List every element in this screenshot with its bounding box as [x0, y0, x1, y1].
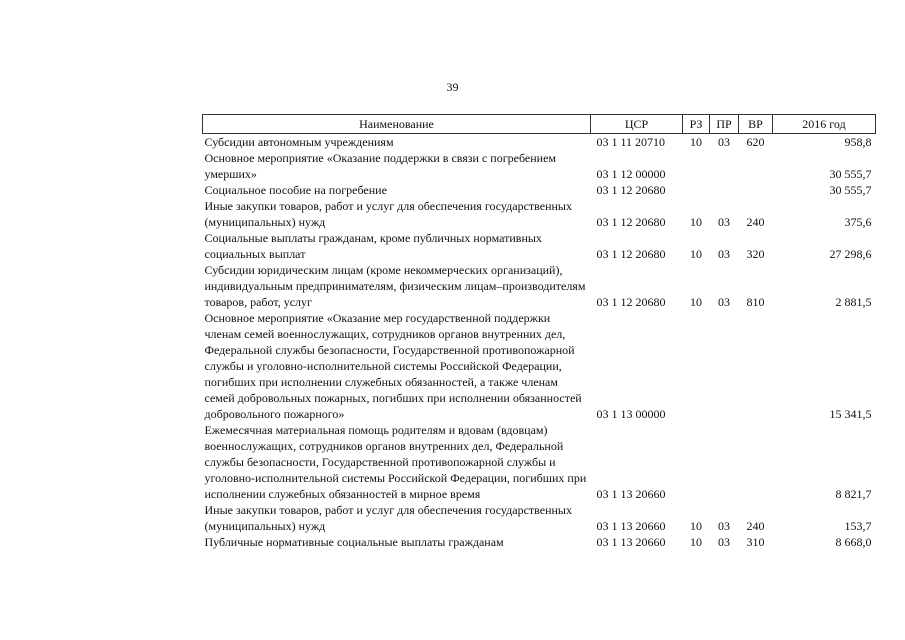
row-amount: 153,7 — [844, 519, 872, 533]
budget-table — [202, 114, 876, 550]
row-vr — [739, 182, 773, 198]
row-amount: 30 555,7 — [829, 183, 872, 197]
row-rz — [683, 150, 710, 182]
row-name: Социальные выплаты гражданам, кроме публичных нормативных социальных выплат — [204, 231, 542, 261]
table-row — [203, 534, 876, 550]
row-vr — [739, 150, 773, 182]
row-rz — [683, 422, 710, 502]
row-rz: 10 — [690, 135, 702, 149]
table-row — [203, 310, 876, 422]
table-row — [203, 422, 876, 502]
table-row — [203, 182, 876, 198]
row-vr: 310 — [746, 535, 765, 549]
row-amount: 15 341,5 — [829, 407, 872, 421]
row-vr: 620 — [746, 135, 765, 149]
row-pr: 03 — [718, 535, 730, 549]
row-pr — [710, 310, 739, 422]
header-year: 2016 год — [773, 115, 876, 134]
row-amount: 2 881,5 — [835, 295, 872, 309]
row-amount: 8 668,0 — [835, 535, 872, 549]
table-header-row — [203, 115, 876, 134]
row-pr — [710, 150, 739, 182]
row-name: Ежемесячная материальная помощь родителям и вдовам (вдовцам) военнослужащих, сотрудников органов внутренних дел, Федеральной службы безопасности, Государственной противопожарной службы и уголовно-исполнительной системы Российской Федерации, погибших при исполнении служебных обязанностей в мирное время — [204, 423, 587, 501]
header-rz: РЗ — [683, 115, 710, 134]
row-csr: 03 1 12 20680 — [596, 295, 666, 309]
row-name: Социальное пособие на погребение — [204, 183, 387, 197]
table-row — [203, 262, 876, 310]
row-pr: 03 — [718, 519, 730, 533]
row-name: Иные закупки товаров, работ и услуг для обеспечения государственных (муниципальных) нужд — [204, 503, 572, 533]
row-name: Субсидии автономным учреждениям — [204, 135, 394, 149]
table-row — [203, 198, 876, 230]
row-pr: 03 — [718, 215, 730, 229]
header-name: Наименование — [203, 115, 591, 134]
row-vr — [739, 310, 773, 422]
row-rz: 10 — [690, 295, 702, 309]
row-csr: 03 1 13 20660 — [596, 519, 666, 533]
row-name: Основное мероприятие «Оказание поддержки в связи с погребением умерших» — [204, 151, 556, 181]
row-csr: 03 1 12 20680 — [596, 247, 666, 261]
row-amount: 8 821,7 — [835, 487, 872, 501]
row-amount: 30 555,7 — [829, 167, 872, 181]
row-name: Публичные нормативные социальные выплаты гражданам — [204, 535, 504, 549]
row-pr: 03 — [718, 295, 730, 309]
header-pr: ПР — [710, 115, 739, 134]
row-csr: 03 1 12 00000 — [596, 167, 666, 181]
row-csr: 03 1 13 20660 — [596, 535, 666, 549]
table-row — [203, 230, 876, 262]
row-pr — [710, 182, 739, 198]
row-vr: 240 — [746, 519, 765, 533]
row-csr: 03 1 13 20660 — [596, 487, 666, 501]
row-pr — [710, 422, 739, 502]
table-row — [203, 150, 876, 182]
row-rz — [683, 310, 710, 422]
header-csr: ЦСР — [591, 115, 683, 134]
row-csr: 03 1 12 20680 — [596, 183, 666, 197]
row-rz — [683, 182, 710, 198]
row-pr: 03 — [718, 135, 730, 149]
row-name: Основное мероприятие «Оказание мер государственной поддержки членам семей военнослужащих, сотрудников органов внутренних дел, Федеральной службы безопасности, Государственной противопожарной службы и уголовно-исполнительной системы Российской Федерации, погибших при исполнении служебных обязанностей, а также членам семей добровольных пожарных, погибших при исполнении обязанностей добровольного пожарного» — [204, 311, 582, 421]
row-rz: 10 — [690, 519, 702, 533]
row-amount: 375,6 — [844, 215, 872, 229]
page-number: 39 — [446, 80, 459, 94]
table-row — [203, 502, 876, 534]
header-vr: ВР — [739, 115, 773, 134]
row-rz: 10 — [690, 215, 702, 229]
row-vr: 810 — [746, 295, 765, 309]
row-vr: 320 — [746, 247, 765, 261]
row-csr: 03 1 11 20710 — [596, 135, 666, 149]
table-row — [203, 134, 876, 151]
row-amount: 27 298,6 — [829, 247, 872, 261]
row-vr — [739, 422, 773, 502]
row-csr: 03 1 13 00000 — [596, 407, 666, 421]
row-rz: 10 — [690, 247, 702, 261]
row-name: Иные закупки товаров, работ и услуг для обеспечения государственных (муниципальных) нужд — [204, 199, 572, 229]
row-rz: 10 — [690, 535, 702, 549]
row-vr: 240 — [746, 215, 765, 229]
row-pr: 03 — [718, 247, 730, 261]
row-name: Субсидии юридическим лицам (кроме некоммерческих организаций), индивидуальным предпринимателям, физическим лицам–производителям товаров, работ, услуг — [204, 263, 586, 309]
row-amount: 958,8 — [844, 135, 872, 149]
row-csr: 03 1 12 20680 — [596, 215, 666, 229]
